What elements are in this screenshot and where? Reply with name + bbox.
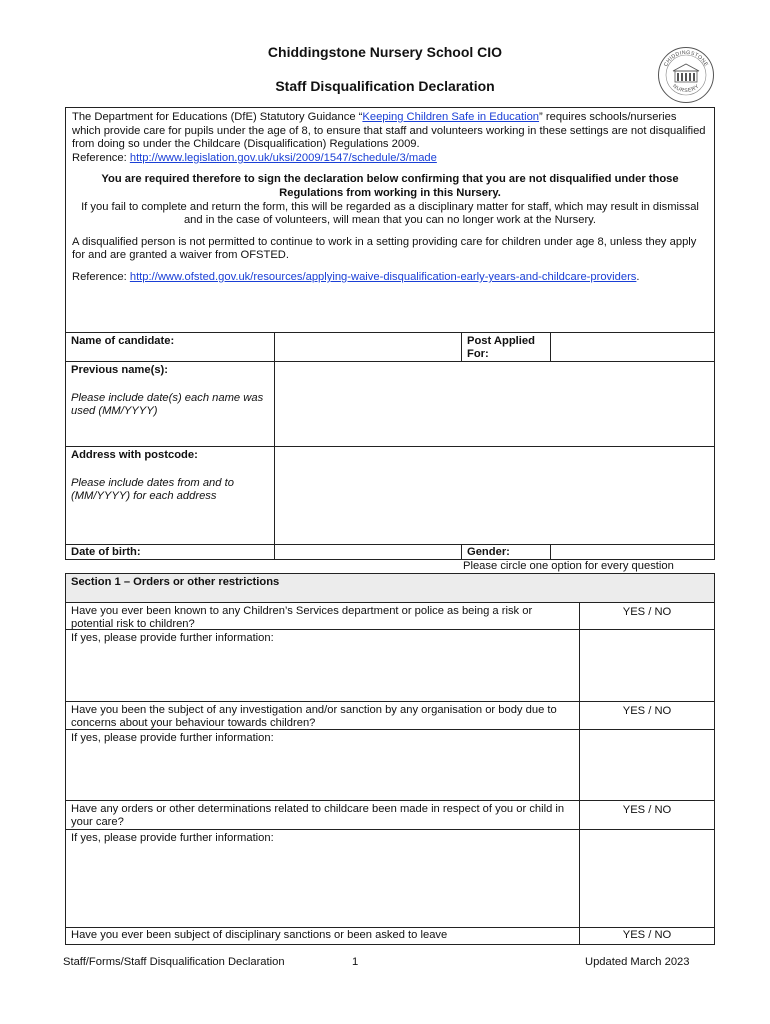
address-hint: Please include dates from and to (MM/YYYY) for each address xyxy=(71,476,234,503)
building-crest-icon xyxy=(673,64,699,82)
form-title: Staff Disqualification Declaration xyxy=(275,78,495,94)
post-field[interactable] xyxy=(550,332,715,362)
name-field[interactable] xyxy=(274,332,462,362)
previous-names-field[interactable] xyxy=(274,361,715,447)
q2-yes-no[interactable]: YES / NO xyxy=(579,701,715,730)
guidance-text-start: The Department for Educations (DfE) Statutory Guidance “ xyxy=(72,111,363,123)
address-label-cell xyxy=(65,446,275,545)
ofsted-reference xyxy=(72,271,708,285)
footer-updated: Updated March 2023 xyxy=(585,956,690,968)
q3-text: Have any orders or other determinations related to childcare been made in respect of you or child in your care? xyxy=(65,800,580,830)
address-field[interactable] xyxy=(274,446,715,545)
disqualified-statement: A disqualified person is not permitted to continue to work in a setting providing care for children under age 8, unless they apply for and are granted a waiver from OFSTED. xyxy=(72,235,697,262)
q1-blank xyxy=(579,629,715,702)
section1-heading: Section 1 – Orders or other restrictions xyxy=(65,573,715,603)
kcsie-link[interactable]: Keeping Children Safe in Education xyxy=(362,111,540,123)
previous-names-label-cell xyxy=(65,361,275,447)
school-logo xyxy=(657,46,715,104)
dob-field[interactable] xyxy=(274,544,462,560)
intro-box xyxy=(65,107,715,333)
gender-field[interactable] xyxy=(550,544,715,560)
footer-form-ref: Staff/Forms/Staff Disqualification Declaration xyxy=(63,956,285,968)
q3-further-info[interactable]: If yes, please provide further information: xyxy=(65,829,580,928)
q3-yes-no[interactable]: YES / NO xyxy=(579,800,715,830)
reference-label: Reference: xyxy=(72,151,130,164)
failure-warning: If you fail to complete and return the form, this will be regarded as a disciplinary matter for staff, which may result in dismissal and in the case of volunteers, will mean that you can no longer work at the Nursery. xyxy=(81,200,699,227)
dob-label: Date of birth: xyxy=(65,544,275,560)
ofsted-link[interactable]: http://www.ofsted.gov.uk/resources/applying-waive-disqualification-early-years-and-childcare-providers xyxy=(129,270,637,283)
q4-text: Have you ever been subject of disciplinary sanctions or been asked to leave xyxy=(65,927,580,945)
guidance-paragraph xyxy=(72,111,708,165)
q1-yes-no[interactable]: YES / NO xyxy=(579,602,715,630)
reference-label-2: Reference: xyxy=(72,270,130,283)
circle-instruction: Please circle one option for every question xyxy=(463,560,674,572)
q1-further-info[interactable]: If yes, please provide further information: xyxy=(65,629,580,702)
logo-bottom-text: NURSERY xyxy=(671,83,701,94)
logo-top-text: CHIDDINGSTONE xyxy=(663,49,709,68)
previous-names-hint: Please include date(s) each name was used (MM/YYYY) xyxy=(71,391,264,418)
gender-label: Gender: xyxy=(461,544,551,560)
q3-blank xyxy=(579,829,715,928)
q1-text: Have you ever been known to any Children’s Services department or police as being a risk or potential risk to children? xyxy=(65,602,580,630)
declaration-requirement: You are required therefore to sign the declaration below confirming that you are not disqualified under those Regulations from working in this Nursery. xyxy=(101,173,679,199)
previous-names-label: Previous name(s): xyxy=(71,364,168,376)
guidance-text-end: ” requires schools/nurseries which provide care for pupils under the age of 8, to ensure that staff and volunteers working in these settings are not disqualified from doing so under the Childcare (Disqualification) Regulations 2009. xyxy=(72,111,706,151)
q4-yes-no[interactable]: YES / NO xyxy=(579,927,715,945)
q2-text: Have you been the subject of any investigation and/or sanction by any organisation or body due to concerns about your behaviour towards children? xyxy=(65,701,580,730)
address-label: Address with postcode: xyxy=(71,449,198,461)
post-label: Post Applied For: xyxy=(461,332,551,362)
school-name: Chiddingstone Nursery School CIO xyxy=(267,44,503,60)
legislation-link[interactable]: http://www.legislation.gov.uk/uksi/2009/1547/schedule/3/made xyxy=(129,151,437,164)
name-label: Name of candidate: xyxy=(65,332,275,362)
q2-blank xyxy=(579,729,715,801)
q2-further-info[interactable]: If yes, please provide further information: xyxy=(65,729,580,801)
footer-page-number: 1 xyxy=(352,956,359,968)
reference-end: . xyxy=(636,270,640,283)
